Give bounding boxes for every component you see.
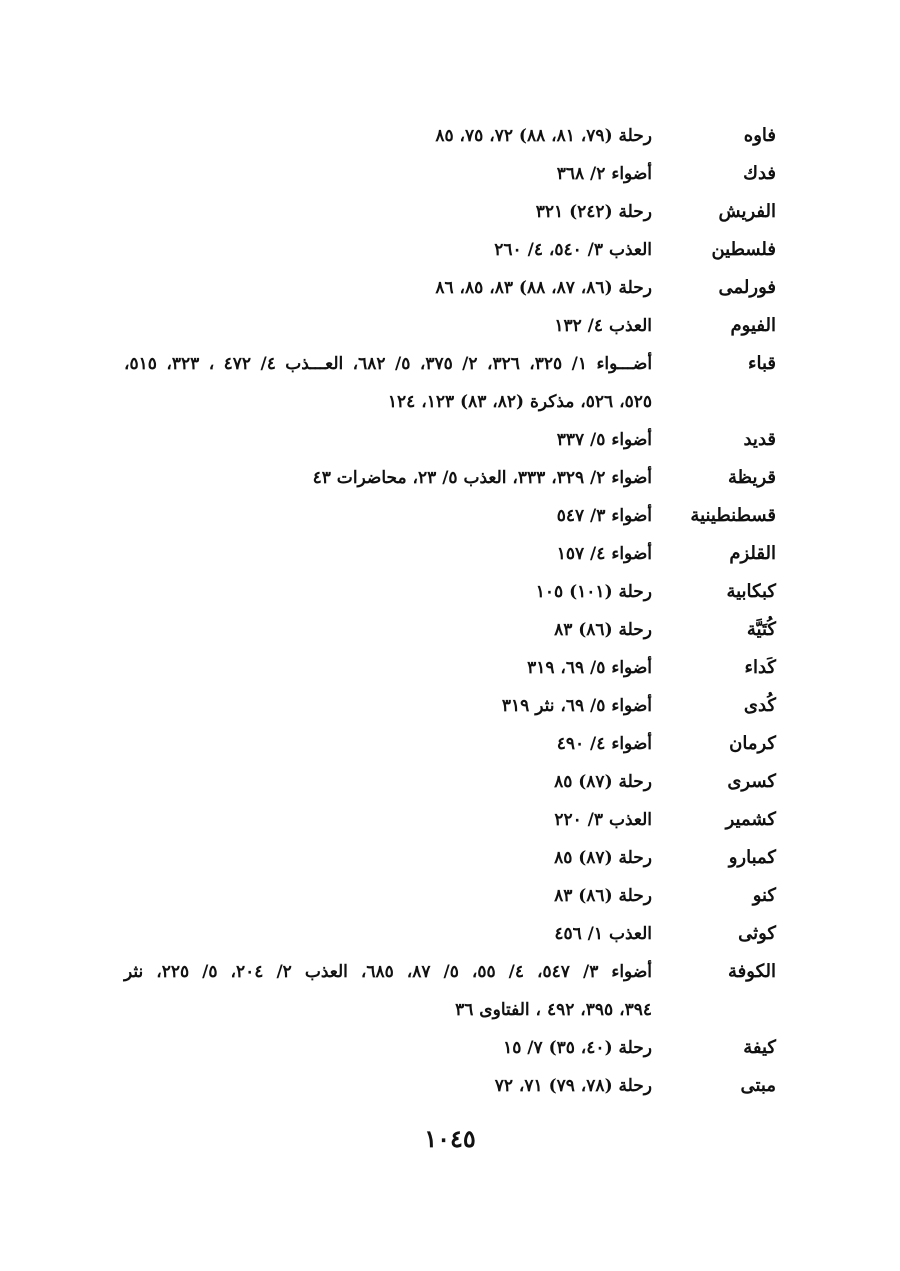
index-entry: [124, 649, 776, 687]
index-entry: [124, 497, 776, 535]
index-term: الفريش: [718, 201, 776, 222]
reference-line: ٣٩٤، ٣٩٥، ٤٩٢ ، الفتاوى ٣٦: [455, 1000, 652, 1020]
index-term: كسرى: [727, 771, 776, 792]
index-term: قريظة: [728, 467, 776, 488]
index-references: [124, 915, 652, 953]
index-entry: [124, 345, 776, 421]
reference-line: رحلة (١٠١) ١٠٥: [535, 582, 652, 602]
index-references: [124, 801, 652, 839]
index-entry: [124, 763, 776, 801]
index-term: فلسطين: [711, 239, 776, 260]
reference-line: أضواء ٤/ ١٥٧: [556, 544, 652, 564]
reference-line: رحلة (٧٨، ٧٩) ٧١، ٧٢: [494, 1076, 652, 1096]
index-term: مبتى: [740, 1075, 776, 1096]
index-entry: [124, 193, 776, 231]
index-references: [124, 193, 652, 231]
reference-line: أضواء ٥/ ٣٣٧: [556, 430, 652, 450]
index-entry: [124, 269, 776, 307]
index-references: [124, 725, 652, 763]
index-references: [124, 231, 652, 269]
reference-line: رحلة (٨٦) ٨٣: [554, 886, 652, 906]
reference-line: رحلة (٧٩، ٨١، ٨٨) ٧٢، ٧٥، ٨٥: [435, 126, 652, 146]
index-entry: [124, 725, 776, 763]
index-references: [124, 421, 652, 459]
index-term: قسطنطينية: [690, 505, 776, 526]
reference-line: ٥٢٥، ٥٢٦، مذكرة (٨٢، ٨٣) ١٢٣، ١٢٤: [387, 392, 652, 412]
reference-line: أضواء ٤/ ٤٩٠: [556, 734, 652, 754]
index-entry: [124, 611, 776, 649]
index-term: فورلمى: [718, 277, 776, 298]
index-entry: [124, 877, 776, 915]
index-entry: [124, 839, 776, 877]
index-term: الكوفة: [728, 961, 776, 982]
reference-line: العذب ٤/ ١٣٢: [554, 316, 652, 336]
index-references: [124, 1029, 652, 1067]
index-term: فاوه: [743, 125, 776, 146]
reference-line: العذب ١/ ٤٥٦: [554, 924, 652, 944]
index-entry: [124, 915, 776, 953]
reference-line: رحلة (٨٦) ٨٣: [554, 620, 652, 640]
index-references: [124, 535, 652, 573]
index-term: فدك: [743, 163, 776, 184]
index-entry: [124, 1029, 776, 1067]
index-references: [124, 117, 652, 155]
index-term: كوثى: [738, 923, 776, 944]
index-term: كَداء: [744, 657, 776, 678]
reference-line: العذب ٣/ ٥٤٠، ٤/ ٢٦٠: [494, 240, 652, 260]
reference-line: أضواء ٢/ ٣٢٩، ٣٣٣، العذب ٥/ ٢٣، محاضرات ٤٣: [312, 468, 652, 488]
reference-line: رحلة (٨٧) ٨٥: [554, 772, 652, 792]
index-entry: [124, 535, 776, 573]
index-references: [124, 649, 652, 687]
index-term: كشمير: [725, 809, 776, 830]
index-references: [124, 877, 652, 915]
reference-line: أضـــواء ١/ ٣٢٥، ٣٢٦، ٢/ ٣٧٥، ٥/ ٦٨٢، العـــذب ٤/ ٤٧٢ ، ٣٢٣، ٥١٥،: [124, 354, 653, 374]
index-references: [124, 269, 652, 307]
index-references: [124, 763, 652, 801]
index-list: [124, 117, 776, 1105]
reference-line: رحلة (٨٦، ٨٧، ٨٨) ٨٣، ٨٥، ٨٦: [435, 278, 652, 298]
index-entry: [124, 573, 776, 611]
reference-line: رحلة (٢٤٢) ٣٢١: [535, 202, 652, 222]
index-entry: [124, 421, 776, 459]
index-term: كيفة: [743, 1037, 776, 1058]
index-entry: [124, 953, 776, 1029]
index-entry: [124, 801, 776, 839]
reference-line: أضواء ٣/ ٥٤٧، ٤/ ٥٥، ٥/ ٨٧، ٦٨٥، العذب ٢/ ٢٠٤، ٥/ ٢٢٥، نثر: [124, 962, 652, 982]
index-references: [124, 459, 652, 497]
index-entry: [124, 155, 776, 193]
index-references: [124, 1067, 652, 1105]
index-references: [124, 687, 652, 725]
index-references: [124, 307, 652, 345]
index-references: [124, 345, 652, 421]
index-references: [124, 573, 652, 611]
reference-line: رحلة (٨٧) ٨٥: [554, 848, 652, 868]
reference-line: أضواء ٣/ ٥٤٧: [556, 506, 652, 526]
index-term: قباء: [748, 353, 776, 374]
index-entry: [124, 687, 776, 725]
index-term: كُدى: [743, 695, 776, 716]
index-references: [124, 953, 652, 1029]
index-entry: [124, 1067, 776, 1105]
index-entry: [124, 117, 776, 155]
index-term: كُتَيَّة: [746, 619, 776, 640]
index-term: القلزم: [729, 543, 776, 564]
index-term: كنو: [752, 885, 776, 906]
index-term: قديد: [743, 429, 776, 450]
index-entry: [124, 307, 776, 345]
reference-line: العذب ٣/ ٢٢٠: [554, 810, 652, 830]
reference-line: أضواء ٥/ ٦٩، نثر ٣١٩: [501, 696, 652, 716]
reference-line: أضواء ٢/ ٣٦٨: [556, 164, 652, 184]
index-references: [124, 839, 652, 877]
index-references: [124, 155, 652, 193]
index-term: كرمان: [729, 733, 776, 754]
index-references: [124, 497, 652, 535]
index-entry: [124, 459, 776, 497]
index-term: الفيوم: [730, 315, 776, 336]
index-term: كبكابية: [726, 581, 776, 602]
index-term: كمبارو: [728, 847, 776, 868]
reference-line: أضواء ٥/ ٦٩، ٣١٩: [527, 658, 652, 678]
reference-line: رحلة (٤٠، ٣٥) ٧/ ١٥: [503, 1038, 652, 1058]
index-entry: [124, 231, 776, 269]
page-number: ١٠٤٥: [424, 1124, 476, 1153]
index-references: [124, 611, 652, 649]
